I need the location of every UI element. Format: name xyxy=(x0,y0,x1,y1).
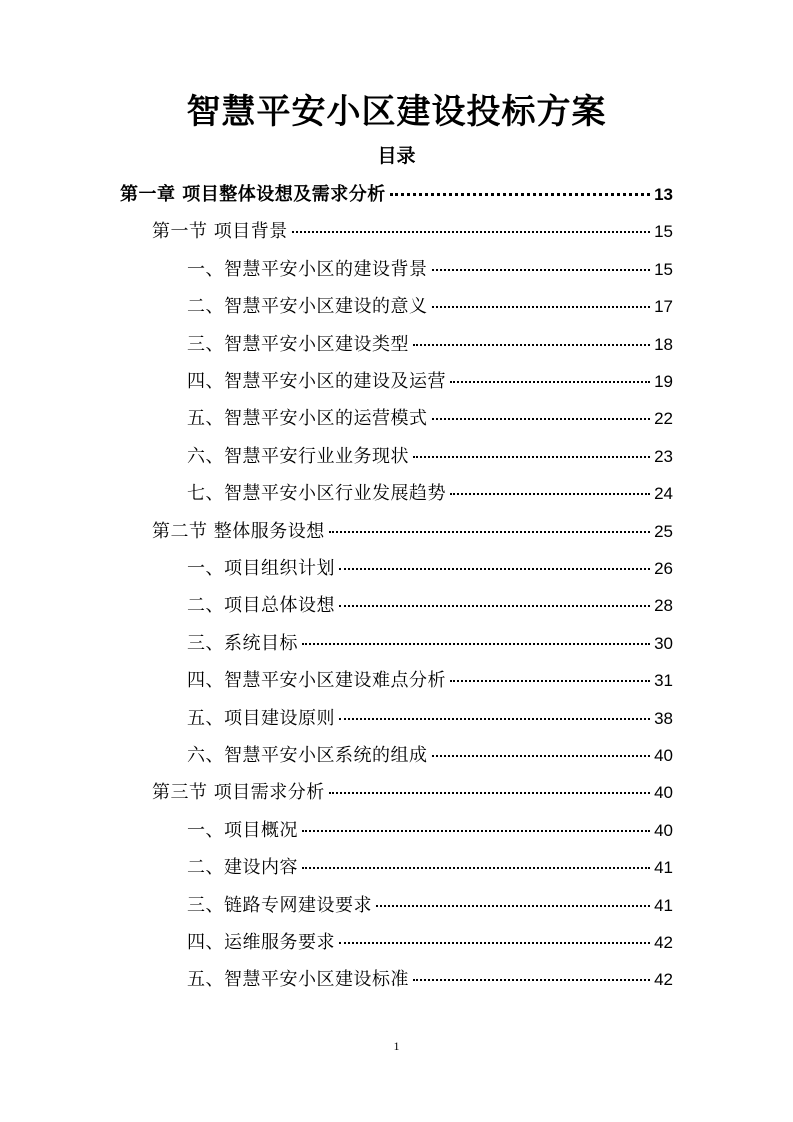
toc-entry-label: 二、建设内容 xyxy=(187,857,298,879)
toc-entry-label: 三、系统目标 xyxy=(187,632,298,654)
toc-entry-label: 五、智慧平安小区的运营模式 xyxy=(187,408,428,430)
document-title: 智慧平安小区建设投标方案 xyxy=(186,92,607,132)
toc-dot-leader xyxy=(339,718,650,720)
page-number: 1 xyxy=(393,1039,400,1053)
toc-entry-label: 四、智慧平安小区的建设及运营 xyxy=(187,371,446,392)
toc-dot-leader xyxy=(450,493,650,495)
toc-dot-leader xyxy=(413,979,650,981)
toc-entry[interactable] xyxy=(187,367,673,397)
toc-entry-label: 四、运维服务要求 xyxy=(187,932,335,953)
toc-entry[interactable] xyxy=(187,965,673,995)
toc-entry-label: 六、智慧平安小区系统的组成 xyxy=(187,745,428,766)
toc-entry-page: 42 xyxy=(654,933,673,952)
toc-dot-leader xyxy=(413,344,650,346)
toc-dot-leader xyxy=(339,605,650,607)
toc-entry-page: 41 xyxy=(654,895,673,915)
toc-entry-page: 38 xyxy=(654,708,673,728)
toc-entry[interactable] xyxy=(152,517,673,547)
toc-dot-leader xyxy=(450,381,650,383)
toc-entry-page: 40 xyxy=(654,746,673,765)
toc-entry-label: 七、智慧平安小区行业发展趋势 xyxy=(187,483,446,505)
toc-entry[interactable] xyxy=(187,928,673,958)
toc-dot-leader xyxy=(432,755,651,757)
toc-entry-label: 一、项目组织计划 xyxy=(187,558,335,579)
toc-dot-leader xyxy=(432,418,651,420)
toc-entry-label: 二、项目总体设想 xyxy=(187,595,335,617)
toc-entry-page: 24 xyxy=(654,484,673,504)
toc-entry-label: 六、智慧平安行业业务现状 xyxy=(187,445,409,467)
toc-dot-leader xyxy=(432,269,651,271)
toc-dot-leader xyxy=(413,456,650,458)
toc-dot-leader xyxy=(339,942,650,944)
toc-entry-label: 三、链路专网建设要求 xyxy=(187,894,372,916)
toc-entry[interactable] xyxy=(187,554,673,584)
toc-entry[interactable] xyxy=(187,442,673,472)
toc-entry[interactable] xyxy=(187,255,673,285)
toc-entry-page: 17 xyxy=(654,297,673,317)
toc-entry[interactable] xyxy=(187,741,673,771)
toc-dot-leader xyxy=(302,643,650,645)
toc-entry[interactable] xyxy=(187,891,673,921)
toc-dot-leader xyxy=(329,792,650,794)
toc-dot-leader xyxy=(329,531,650,533)
toc-dot-leader xyxy=(376,905,650,907)
toc-dot-leader xyxy=(432,306,651,308)
toc-dot-leader xyxy=(292,231,650,233)
toc-entry[interactable] xyxy=(187,591,673,621)
toc-entry-label: 五、智慧平安小区建设标准 xyxy=(187,969,409,991)
toc-entry-page: 41 xyxy=(654,858,673,878)
toc-entry-label: 三、智慧平安小区建设类型 xyxy=(187,333,409,355)
toc-entry-page: 30 xyxy=(654,633,673,653)
toc-entry[interactable] xyxy=(187,292,673,322)
toc-dot-leader xyxy=(302,867,650,869)
toc-entry-label: 二、智慧平安小区建设的意义 xyxy=(187,296,428,318)
toc-entry[interactable] xyxy=(187,666,673,696)
toc-entry[interactable] xyxy=(152,217,673,247)
toc-entry[interactable] xyxy=(187,853,673,883)
toc-entry-page: 19 xyxy=(654,372,673,391)
toc-entry[interactable] xyxy=(152,778,673,808)
toc-entry-page: 13 xyxy=(654,185,673,204)
toc-entry-label: 第三节 项目需求分析 xyxy=(152,782,325,804)
toc-dot-leader xyxy=(302,830,650,832)
toc-entry[interactable] xyxy=(187,816,673,846)
toc-entry[interactable] xyxy=(187,479,673,509)
toc-entry-label: 第一节 项目背景 xyxy=(152,221,288,243)
toc-dot-leader xyxy=(339,568,650,570)
toc-entry[interactable] xyxy=(120,180,673,210)
toc-entry-label: 一、项目概况 xyxy=(187,819,298,841)
toc-dot-leader xyxy=(450,680,650,682)
toc-entry[interactable] xyxy=(187,704,673,734)
toc-entry-label: 第二节 整体服务设想 xyxy=(152,520,325,542)
toc-entry[interactable] xyxy=(187,330,673,360)
toc-entry-label: 四、智慧平安小区建设难点分析 xyxy=(187,670,446,692)
toc-entry-label: 第一章 项目整体设想及需求分析 xyxy=(120,184,386,205)
toc-entry-label: 五、项目建设原则 xyxy=(187,707,335,729)
toc-entry-page: 31 xyxy=(654,671,673,691)
toc-entry[interactable] xyxy=(187,404,673,434)
toc-entry-page: 18 xyxy=(654,334,673,354)
toc-entry[interactable] xyxy=(187,629,673,659)
toc-entry-page: 15 xyxy=(654,222,673,242)
toc-entry-page: 22 xyxy=(654,409,673,429)
toc-entry-page: 15 xyxy=(654,259,673,279)
toc-entry-page: 23 xyxy=(654,446,673,466)
toc-heading: 目录 xyxy=(377,145,416,167)
toc-entry-page: 25 xyxy=(654,521,673,541)
toc-entry-page: 40 xyxy=(654,820,673,840)
toc-entry-page: 42 xyxy=(654,970,673,990)
toc-entry-page: 28 xyxy=(654,596,673,616)
toc-dot-leader xyxy=(390,193,650,196)
toc-entry-page: 40 xyxy=(654,783,673,803)
toc-entry-label: 一、智慧平安小区的建设背景 xyxy=(187,258,428,280)
toc-entry-page: 26 xyxy=(654,559,673,578)
